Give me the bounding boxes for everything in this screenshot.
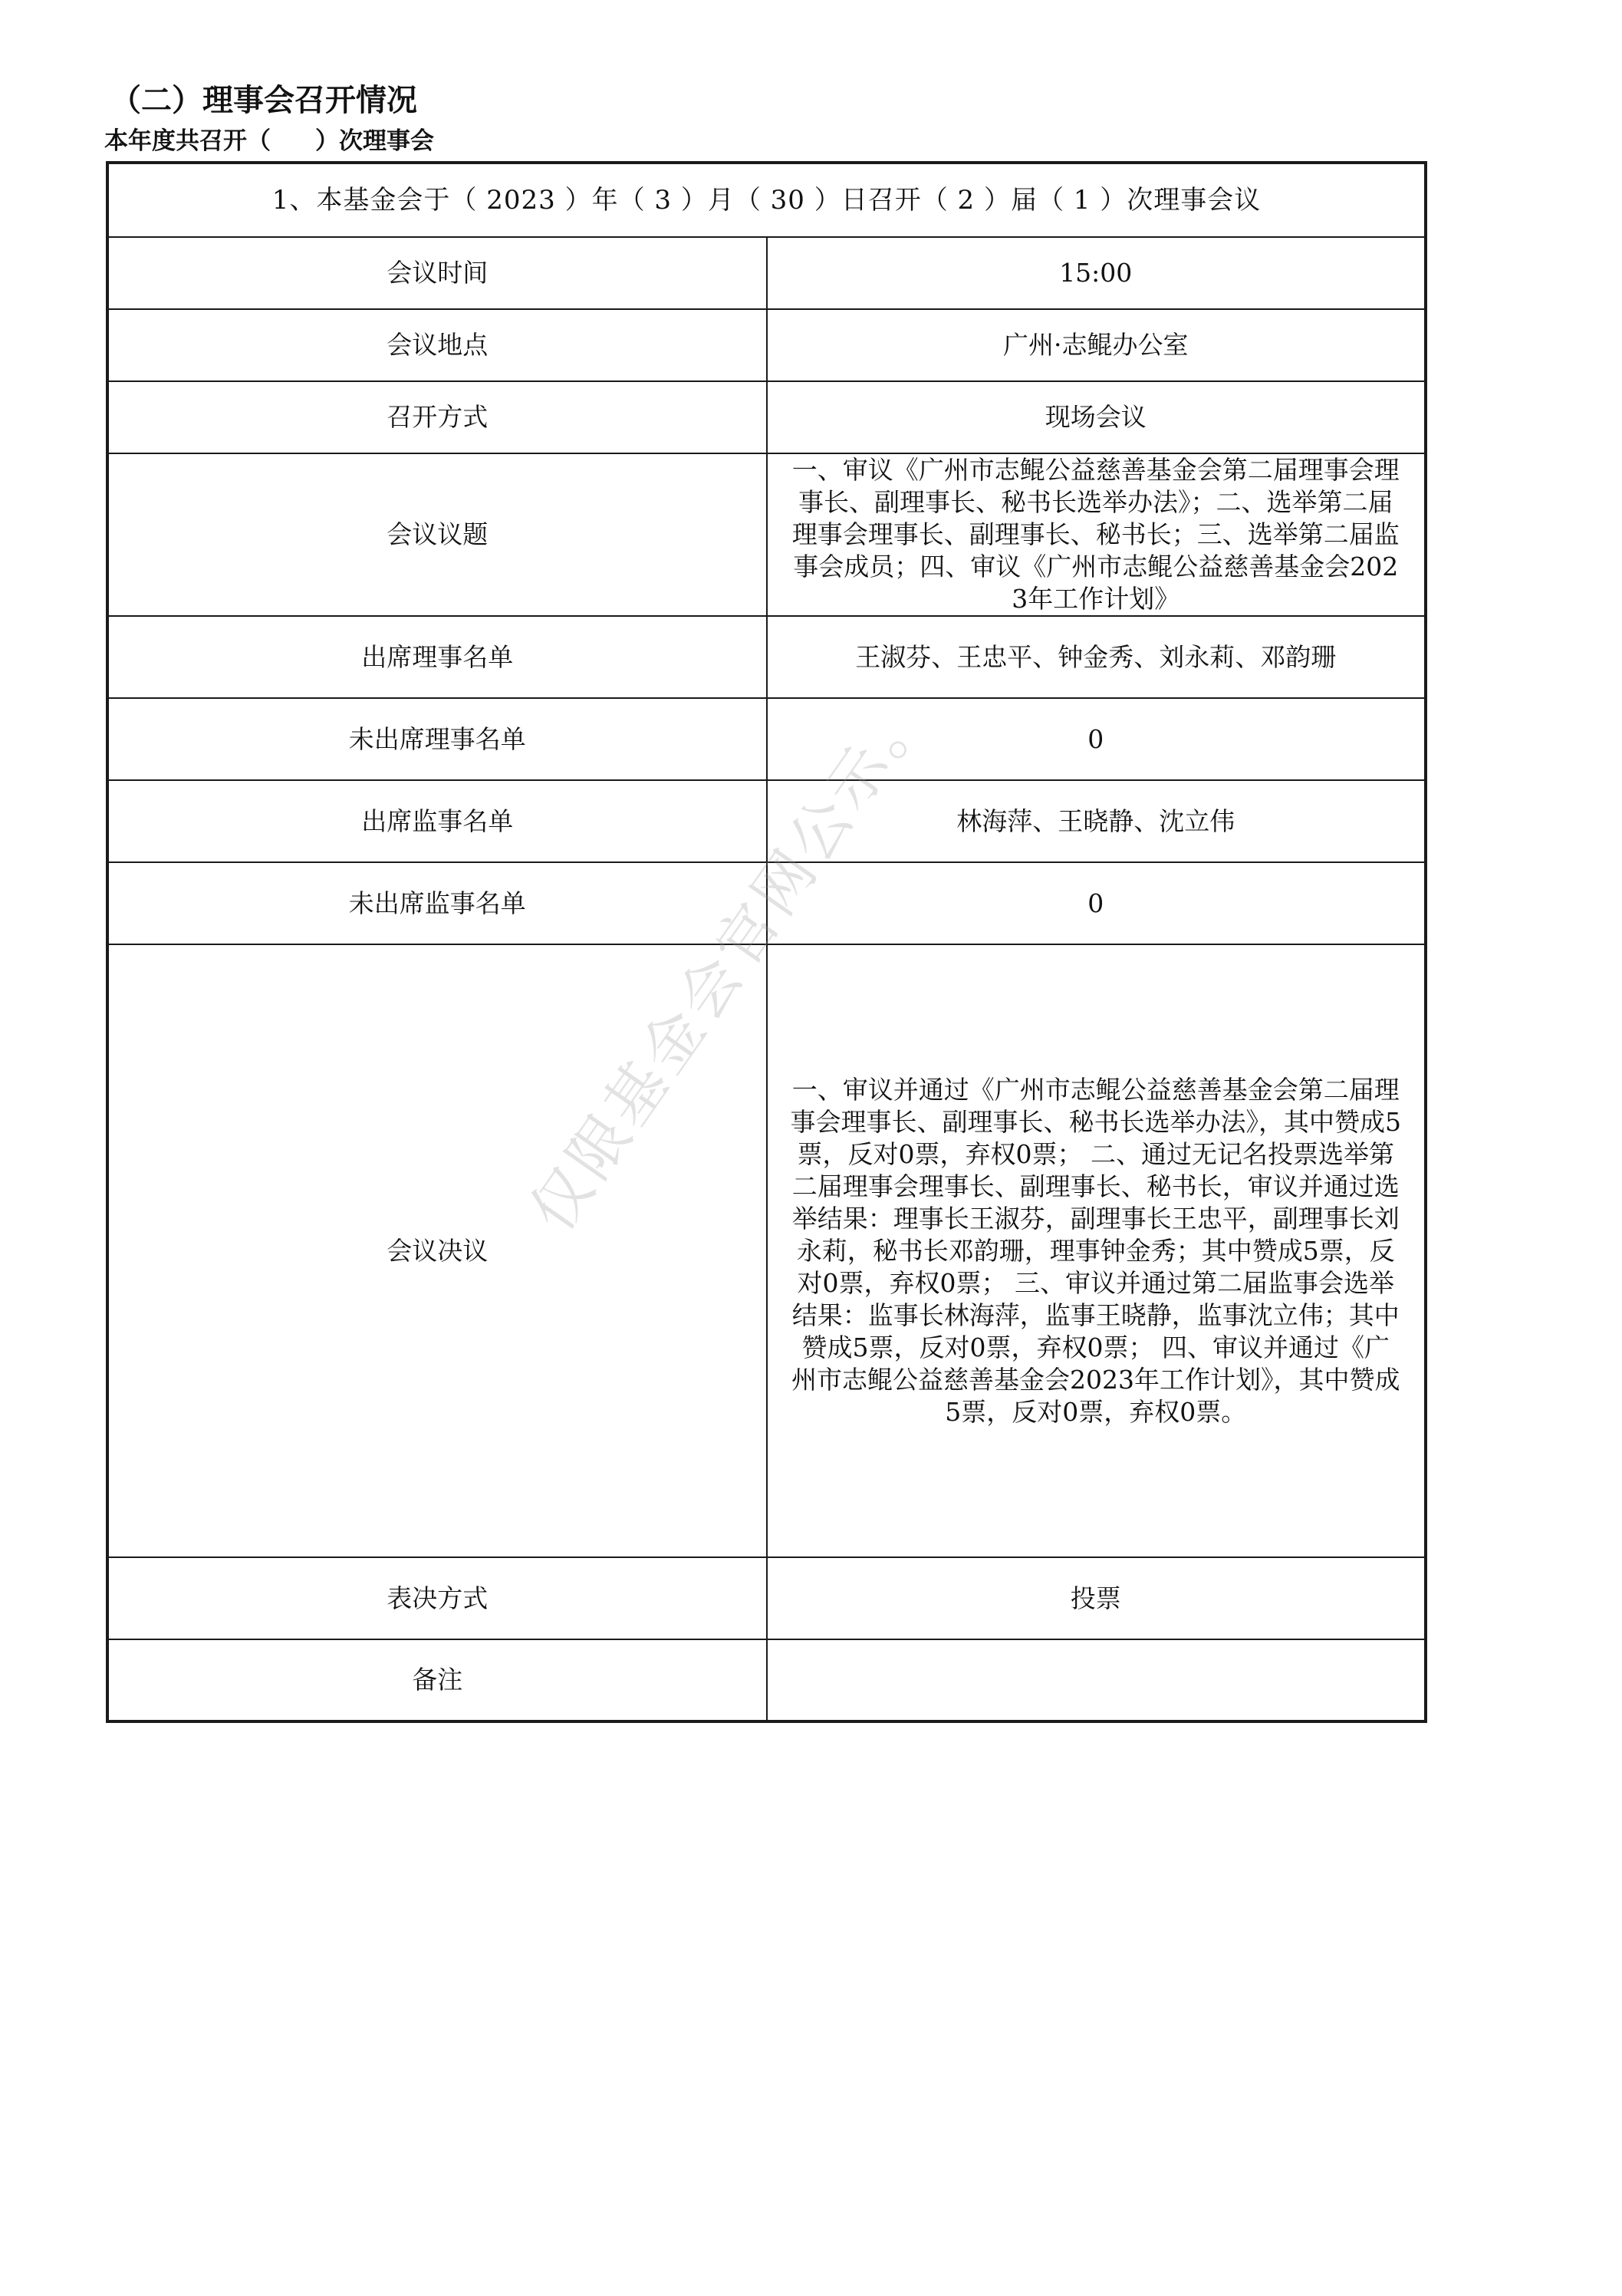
table-row: [107, 1639, 1426, 1721]
row-value-directors-absent: 0: [767, 698, 1426, 780]
row-label-meeting-time: 会议时间: [107, 237, 767, 309]
row-value-directors-present: 王淑芬、王忠平、钟金秀、刘永莉、邓韵珊: [767, 616, 1426, 698]
meeting-title: 1、本基金会于（ 2023 ）年（ 3 ）月（ 30 ）日召开（ 2 ）届（ 1 ）次理事会议: [107, 163, 1426, 237]
row-value-meeting-format: 现场会议: [767, 381, 1426, 453]
row-label-directors-absent: 未出席理事名单: [107, 698, 767, 780]
row-label-remarks: 备注: [107, 1639, 767, 1721]
row-label-meeting-agenda: 会议议题: [107, 453, 767, 616]
meeting-count-suffix: ）次理事会: [315, 127, 434, 155]
row-label-meeting-format: 召开方式: [107, 381, 767, 453]
table-row: [107, 616, 1426, 698]
row-value-voting-method: 投票: [767, 1557, 1426, 1639]
table-row: [107, 698, 1426, 780]
table-title-row: [107, 163, 1426, 237]
row-value-supervisors-absent: 0: [767, 862, 1426, 944]
board-meeting-table: [106, 161, 1427, 1723]
row-value-meeting-location: 广州·志鲲办公室: [767, 309, 1426, 381]
table-row: [107, 453, 1426, 616]
table-row: [107, 862, 1426, 944]
table-row: [107, 944, 1426, 1557]
row-value-meeting-agenda: 一、审议《广州市志鲲公益慈善基金会第二届理事会理事长、副理事长、秘书长选举办法》；二、选举第二届理事会理事长、副理事长、秘书长；三、选举第二届监事会成员；四、审议《广州市志鲲公益慈善基金会2023年工作计划》: [767, 453, 1426, 616]
meeting-count-line: [104, 126, 434, 156]
table-row: [107, 1557, 1426, 1639]
row-label-supervisors-present: 出席监事名单: [107, 780, 767, 862]
meeting-count-prefix: 本年度共召开（: [104, 127, 271, 155]
row-value-supervisors-present: 林海萍、王晓静、沈立伟: [767, 780, 1426, 862]
row-value-meeting-time: 15:00: [767, 237, 1426, 309]
row-label-directors-present: 出席理事名单: [107, 616, 767, 698]
watermark: 仅限基金会官网公示。: [517, 677, 944, 1244]
row-label-supervisors-absent: 未出席监事名单: [107, 862, 767, 944]
row-value-remarks: [767, 1639, 1426, 1721]
table-row: [107, 381, 1426, 453]
row-label-meeting-location: 会议地点: [107, 309, 767, 381]
row-value-resolutions: 一、审议并通过《广州市志鲲公益慈善基金会第二届理事会理事长、副理事长、秘书长选举办法》，其中赞成5票，反对0票，弃权0票； 二、通过无记名投票选举第二届理事会理事长、副理事长、秘书长，审议并通过选举结果：理事长王淑芬，副理事长王忠平，副理事长刘永莉，秘书长邓韵珊，理事钟金秀；其中赞成5票，反对0票，弃权0票； 三、审议并通过第二届监事会选举结果：监事长林海萍，监事王晓静，监事沈立伟；其中赞成5票，反对0票，弃权0票； 四、审议并通过《广州市志鲲公益慈善基金会2023年工作计划》，其中赞成5票，反对0票，弃权0票。: [767, 944, 1426, 1557]
table-row: [107, 237, 1426, 309]
row-label-resolutions: 会议决议: [107, 944, 767, 1557]
table-row: [107, 780, 1426, 862]
section-heading: （二）理事会召开情况: [110, 83, 417, 118]
row-label-voting-method: 表决方式: [107, 1557, 767, 1639]
table-row: [107, 309, 1426, 381]
